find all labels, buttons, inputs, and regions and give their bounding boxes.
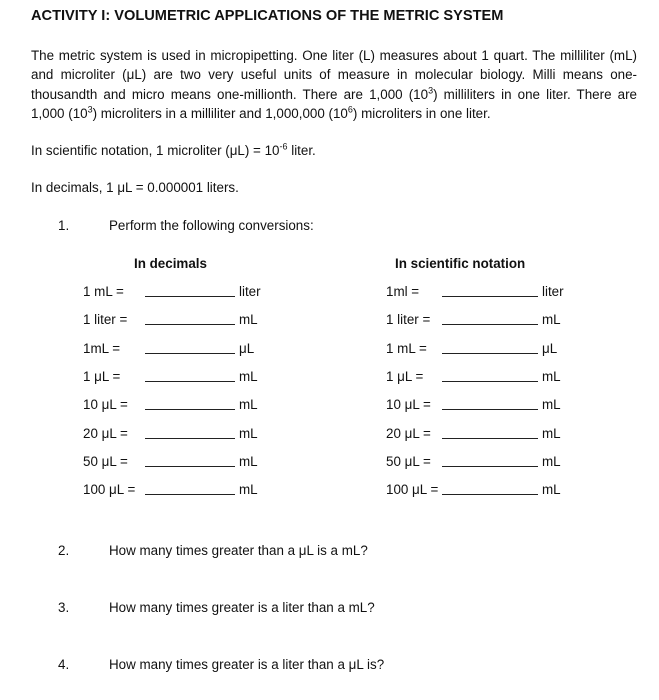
decimals-row	[83, 307, 258, 327]
decimals-answer-blank[interactable]	[145, 310, 235, 325]
question-4-number: 4.	[58, 657, 70, 672]
decimals-row-unit: mL	[239, 425, 258, 441]
scientific-row-expression: 100 μL =	[386, 482, 439, 498]
scientific-row	[386, 336, 557, 356]
decimals-answer-blank[interactable]	[145, 452, 235, 467]
scientific-notation-line: In scientific notation, 1 microliter $(\mu L) = 10^{-6}$ liter.	[31, 141, 316, 158]
scientific-answer-blank[interactable]	[442, 480, 538, 495]
scientific-row	[386, 392, 561, 412]
decimals-answer-blank[interactable]	[145, 339, 235, 354]
decimals-row-expression: 50 μL =	[83, 453, 128, 469]
question-3-text: How many times greater is a liter than a mL?	[109, 600, 375, 615]
decimals-row-expression: 10 μL =	[83, 397, 128, 413]
decimals-line: In decimals, 1 μL = 0.000001 liters.	[31, 180, 239, 195]
scientific-row-unit: mL	[542, 453, 561, 469]
decimals-row-expression: 1 μL =	[83, 368, 121, 384]
scientific-row-expression: 50 μL =	[386, 453, 431, 469]
question-1-number: 1.	[58, 218, 70, 233]
decimals-row-unit: mL	[239, 482, 258, 498]
decimals-row	[83, 364, 258, 384]
scientific-row-expression: 1 μL =	[386, 368, 424, 384]
question-2-number: 2.	[58, 543, 70, 558]
activity-title: ACTIVITY I: VOLUMETRIC APPLICATIONS OF THE METRIC SYSTEM	[31, 8, 504, 24]
decimals-answer-blank[interactable]	[145, 424, 235, 439]
question-4-text: How many times greater is a liter than a μL is?	[109, 657, 385, 672]
header-decimals: In decimals	[134, 256, 207, 271]
decimals-row	[83, 421, 258, 441]
scientific-answer-blank[interactable]	[442, 282, 538, 297]
decimals-row	[83, 279, 261, 299]
scientific-answer-blank[interactable]	[442, 339, 538, 354]
header-scientific: In scientific notation	[395, 256, 526, 271]
scientific-row-unit: mL	[542, 425, 561, 441]
scientific-row-expression: 1ml =	[386, 284, 420, 299]
decimals-answer-blank[interactable]	[145, 367, 235, 382]
decimals-row	[83, 449, 258, 469]
question-3-number: 3.	[58, 600, 70, 615]
scientific-row-expression: 1 mL =	[386, 340, 427, 356]
scientific-row	[386, 477, 561, 497]
decimals-row-expression: 20 μL =	[83, 425, 128, 441]
scientific-row	[386, 279, 564, 299]
scientific-row-unit: mL	[542, 368, 561, 384]
decimals-row-unit: mL	[239, 312, 258, 328]
scientific-answer-blank[interactable]	[442, 424, 538, 439]
decimals-answer-blank[interactable]	[145, 282, 235, 297]
scientific-row	[386, 307, 561, 327]
scientific-row-unit: liter	[542, 284, 564, 299]
decimals-answer-blank[interactable]	[145, 480, 235, 495]
scientific-answer-blank[interactable]	[442, 452, 538, 467]
decimals-answer-blank[interactable]	[145, 395, 235, 410]
scientific-row	[386, 364, 561, 384]
question-2-text: How many times greater than a μL is a mL?	[109, 543, 368, 558]
scientific-row-unit: mL	[542, 312, 561, 328]
decimals-row-unit: liter	[239, 284, 261, 299]
decimals-row-unit: mL	[239, 453, 258, 469]
scientific-row	[386, 421, 561, 441]
decimals-row	[83, 392, 258, 412]
decimals-row	[83, 477, 258, 497]
scientific-answer-blank[interactable]	[442, 367, 538, 382]
decimals-row	[83, 336, 254, 356]
intro-paragraph: The metric system is used in micropipetting. One liter (L) measures about 1 quart. The milliliter (mL) and microliter (μL) are two very useful units of measure in molecular biology. Milli means one-thousandth and micro means one-millionth. There are 1,000 $(10^3)$ milliliters in one liter. There are 1,000 $(10^3)$ microliters in a milliliter and 1,000,000 $(10^6)$ microliters in one liter.	[31, 48, 637, 122]
decimals-row-expression: 100 μL =	[83, 482, 136, 498]
scientific-row	[386, 449, 561, 469]
decimals-row-expression: 1 liter =	[83, 312, 128, 328]
scientific-row-expression: 10 μL =	[386, 397, 431, 413]
scientific-row-unit: mL	[542, 397, 561, 413]
decimals-row-unit: μL	[239, 340, 255, 356]
decimals-row-unit: mL	[239, 397, 258, 413]
scientific-answer-blank[interactable]	[442, 395, 538, 410]
decimals-row-expression: 1mL =	[83, 340, 121, 356]
scientific-row-unit: mL	[542, 482, 561, 498]
decimals-row-expression: 1 mL =	[83, 284, 124, 299]
scientific-row-unit: μL	[542, 340, 558, 356]
decimals-row-unit: mL	[239, 368, 258, 384]
scientific-row-expression: 20 μL =	[386, 425, 431, 441]
scientific-row-expression: 1 liter =	[386, 312, 431, 328]
scientific-answer-blank[interactable]	[442, 310, 538, 325]
question-1-text: Perform the following conversions:	[109, 218, 314, 233]
